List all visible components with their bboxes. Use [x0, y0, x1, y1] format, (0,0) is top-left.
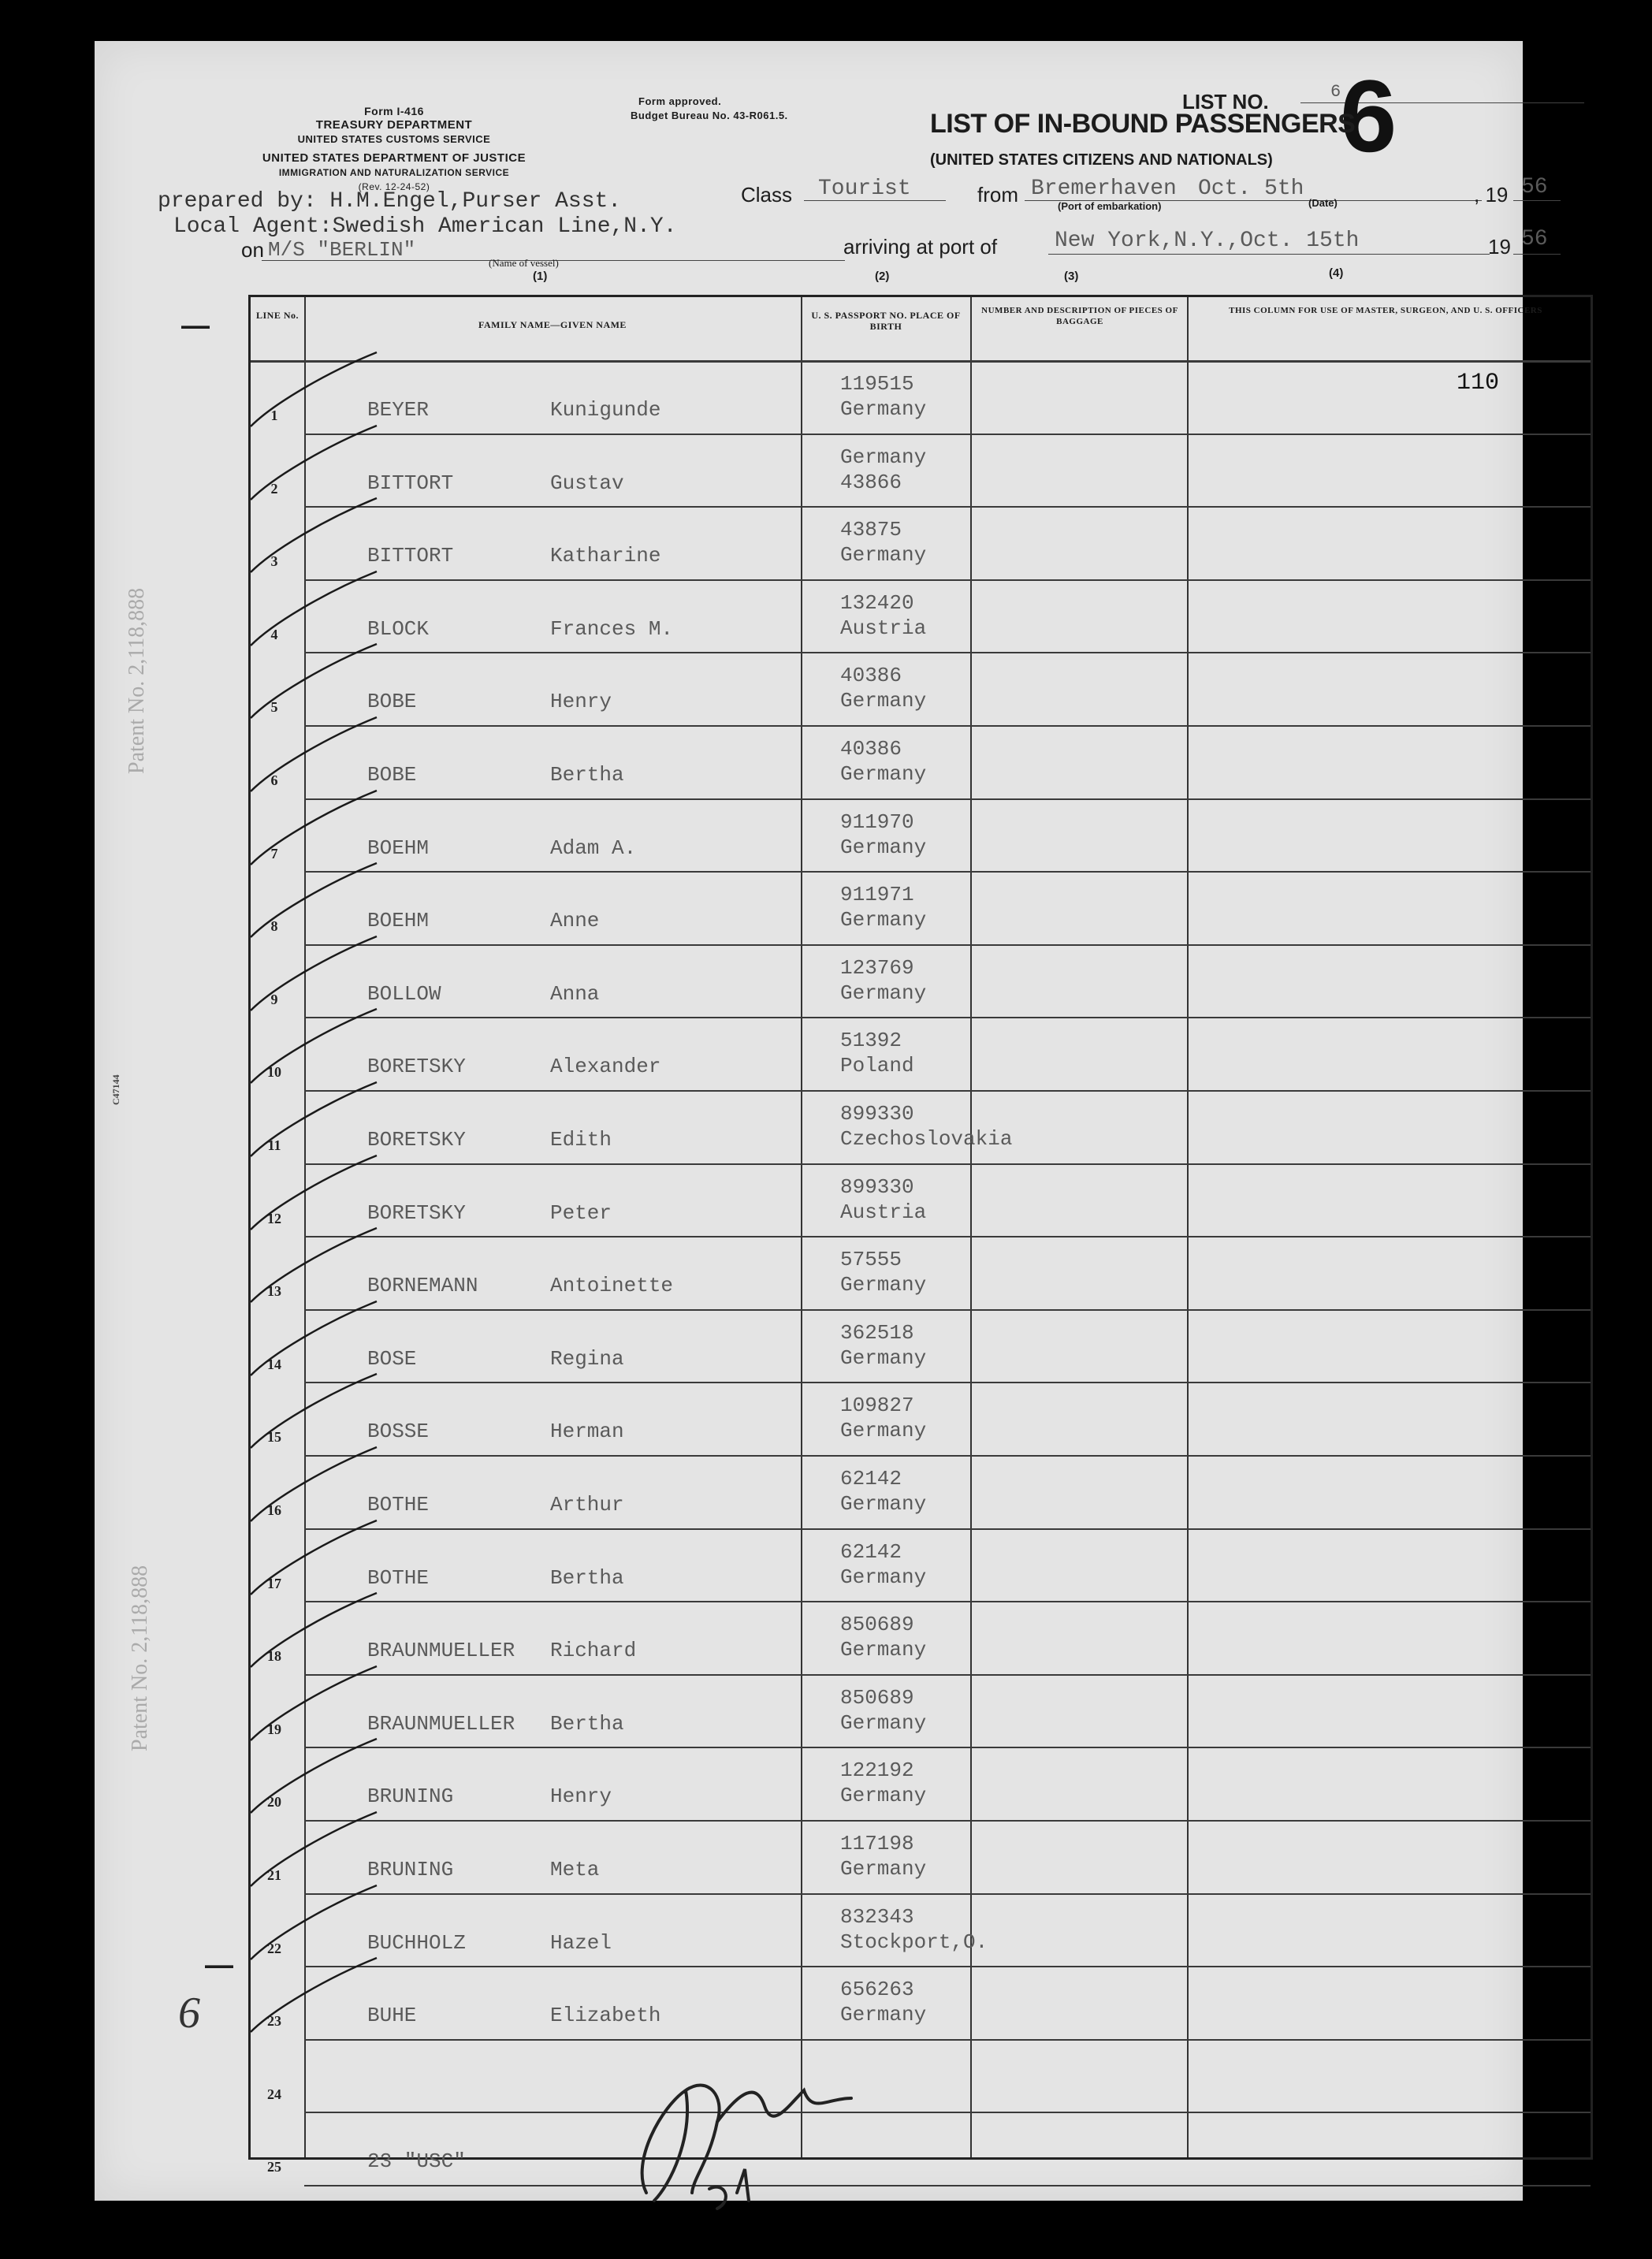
- year-arrival-prefix: 19: [1488, 235, 1511, 259]
- table-row: [251, 581, 1591, 653]
- passport-birthplace: 899330 Czechoslovakia: [840, 1102, 1013, 1151]
- table-row: [251, 1457, 1591, 1529]
- line-number: 24: [267, 2086, 281, 2102]
- family-name: BRUNING: [367, 1858, 454, 1881]
- passport-birthplace: Germany 43866: [840, 445, 927, 494]
- margin-handwritten-six: 6: [178, 1989, 200, 2038]
- family-name: BOEHM: [367, 909, 430, 933]
- list-no-big: 6: [1340, 58, 1397, 173]
- passport-birthplace: 122192 Germany: [840, 1758, 927, 1808]
- header-officers: THIS COLUMN FOR USE OF MASTER, SURGEON, AND U. S. OFFICERS: [1229, 306, 1542, 315]
- justice-dept: UNITED STATES DEPARTMENT OF JUSTICE: [262, 151, 526, 165]
- passport-birthplace: 62142 Germany: [840, 1467, 927, 1516]
- col-number-1: (1): [533, 270, 548, 283]
- given-name: Regina: [550, 1346, 624, 1371]
- margin-dash-bottom: —: [205, 1948, 233, 1981]
- family-name: BOSSE: [367, 1420, 430, 1444]
- patent-stamp-bottom: Patent No. 2,118,888: [128, 1565, 152, 1751]
- approval-block: [631, 95, 867, 123]
- given-name: Richard: [550, 1639, 637, 1663]
- form-approved: Form approved.: [638, 95, 722, 107]
- given-name: Adam A.: [550, 835, 637, 860]
- check-mark-icon: [243, 1953, 385, 2040]
- table-row: [251, 508, 1591, 580]
- port-embarkation: Bremerhaven: [1031, 177, 1177, 201]
- family-name: BOBE: [367, 690, 417, 714]
- table-row: [251, 727, 1591, 799]
- margin-dash-top: —: [181, 309, 210, 341]
- table-row: [251, 1676, 1591, 1748]
- line-number: 16: [267, 1502, 281, 1518]
- table-row: [251, 1967, 1591, 2040]
- header-name: FAMILY NAME—GIVEN NAME: [478, 319, 627, 330]
- line-number: 23: [267, 2013, 281, 2030]
- row-divider: [304, 2185, 1591, 2186]
- given-name: Bertha: [550, 1565, 624, 1590]
- passport-birthplace: 57555 Germany: [840, 1248, 927, 1297]
- line-number: 3: [270, 553, 278, 570]
- line-number: 6: [270, 772, 278, 788]
- officer-note: 110: [1457, 370, 1500, 396]
- line-number: 10: [267, 1064, 281, 1081]
- prepared-by: prepared by: H.M.Engel,Purser Asst.: [158, 189, 622, 214]
- page-subtitle: (UNITED STATES CITIZENS AND NATIONALS): [930, 151, 1273, 169]
- embark-date: Oct. 5th: [1198, 177, 1304, 201]
- given-name: Meta: [550, 1858, 600, 1881]
- passport-birthplace: 656263 Germany: [840, 1978, 927, 2027]
- family-name: BOEHM: [367, 835, 430, 860]
- line-number: 19: [267, 1721, 281, 1737]
- table-row: [251, 2113, 1591, 2186]
- table-row: [251, 1748, 1591, 1821]
- given-name: Elizabeth: [550, 2004, 661, 2028]
- given-name: Kunigunde: [550, 398, 661, 422]
- family-name: BOBE: [367, 763, 417, 787]
- passport-birthplace: 832343 Stockport,O.: [840, 1904, 988, 1954]
- family-name: BOLLOW: [367, 981, 441, 1006]
- passport-birthplace: 123769 Germany: [840, 955, 927, 1005]
- table-row: [251, 362, 1591, 434]
- margin-code: C47144: [110, 1074, 121, 1105]
- passport-birthplace: 40386 Germany: [840, 664, 927, 713]
- passport-birthplace: 911970 Germany: [840, 809, 927, 859]
- family-name: BORETSKY: [367, 1128, 466, 1152]
- family-name: BOTHE: [367, 1493, 430, 1517]
- given-name: Henry: [550, 690, 612, 714]
- table-row: [251, 1237, 1591, 1310]
- line-number: 17: [267, 1575, 281, 1591]
- page-title: LIST OF IN-BOUND PASSENGERS: [930, 109, 1356, 139]
- table-row: [251, 1165, 1591, 1237]
- vessel-caption: (Name of vessel): [489, 257, 559, 269]
- col-number-4: (4): [1329, 266, 1344, 280]
- table-row: [251, 653, 1591, 726]
- line-number: 20: [267, 1794, 281, 1811]
- year-prefix: , 19: [1474, 183, 1509, 207]
- passport-birthplace: 362518 Germany: [840, 1320, 927, 1370]
- revision-date: (Rev. 12-24-52): [358, 181, 430, 192]
- table-row: [251, 1530, 1591, 1602]
- given-name: Alexander: [550, 1055, 661, 1079]
- family-name: BEYER: [367, 398, 430, 422]
- header-line-no: LINE No.: [255, 310, 299, 321]
- passport-birthplace: 43875 Germany: [840, 518, 927, 568]
- line-number: 21: [267, 1867, 281, 1883]
- patent-stamp-top: Patent No. 2,118,888: [125, 587, 149, 774]
- passport-birthplace: 899330 Austria: [840, 1174, 927, 1224]
- table-row: [251, 2041, 1591, 2113]
- family-name: BRUNING: [367, 1784, 454, 1809]
- family-name: BORETSKY: [367, 1055, 466, 1079]
- list-no-label: LIST NO.: [1182, 90, 1269, 114]
- table-row: [251, 1092, 1591, 1164]
- year-arrival: 56: [1521, 227, 1548, 251]
- on-label: on: [241, 238, 264, 262]
- passport-birthplace: 62142 Germany: [840, 1539, 927, 1589]
- family-name: 23 "USC": [367, 2149, 466, 2174]
- manifest-page: [95, 41, 1548, 2201]
- given-name: Arthur: [550, 1493, 624, 1517]
- line-number: 2: [270, 480, 278, 497]
- given-name: Anna: [550, 981, 600, 1006]
- table-row: [251, 1311, 1591, 1383]
- list-no-small: 6: [1330, 82, 1341, 102]
- line-number: 13: [267, 1283, 281, 1300]
- signature-icon: [599, 2043, 899, 2216]
- given-name: Bertha: [550, 763, 624, 787]
- justice-block: [236, 151, 552, 194]
- given-name: Anne: [550, 909, 600, 933]
- table-row: [251, 435, 1591, 508]
- port-caption: (Port of embarkation): [1058, 200, 1162, 212]
- family-name: BORETSKY: [367, 1200, 466, 1225]
- table-row: [251, 1018, 1591, 1091]
- form-number: Form I-416: [364, 105, 424, 117]
- table-row: [251, 1895, 1591, 1967]
- family-name: BUHE: [367, 2004, 417, 2028]
- given-name: Antoinette: [550, 1274, 674, 1298]
- table-row: [251, 1602, 1591, 1675]
- line-number: 9: [270, 991, 278, 1007]
- from-label: from: [977, 183, 1018, 207]
- arriving-label: arriving at port of: [843, 235, 998, 259]
- col-number-2: (2): [875, 270, 890, 283]
- line-number: 22: [267, 1940, 281, 1956]
- passport-birthplace: 911971 Germany: [840, 883, 927, 932]
- given-name: Katharine: [550, 544, 661, 568]
- passport-birthplace: 117198 Germany: [840, 1832, 927, 1881]
- passport-birthplace: 119515 Germany: [840, 372, 927, 421]
- family-name: BLOCK: [367, 616, 430, 641]
- line-number: 8: [270, 918, 278, 935]
- line-number: 12: [267, 1210, 281, 1226]
- line-number: 7: [270, 845, 278, 862]
- given-name: Peter: [550, 1200, 612, 1225]
- line-number: 15: [267, 1429, 281, 1446]
- immigration-service: IMMIGRATION AND NATURALIZATION SERVICE: [278, 167, 510, 178]
- table-row: [251, 800, 1591, 873]
- class-value: Tourist: [818, 177, 911, 201]
- given-name: Frances M.: [550, 616, 674, 641]
- table-row: [251, 1822, 1591, 1894]
- family-name: BRAUNMUELLER: [367, 1711, 515, 1736]
- given-name: Gustav: [550, 471, 624, 495]
- line-number: 18: [267, 1648, 281, 1665]
- vessel-name: M/S "BERLIN": [268, 238, 416, 262]
- header-baggage: NUMBER AND DESCRIPTION OF PIECES OF BAGGAGE: [981, 306, 1178, 326]
- given-name: Hazel: [550, 1930, 612, 1955]
- family-name: BITTORT: [367, 544, 454, 568]
- table-row: [251, 946, 1591, 1018]
- line-number: 14: [267, 1356, 281, 1372]
- header-passport: U. S. PASSPORT NO. PLACE OF BIRTH: [811, 310, 961, 332]
- given-name: Bertha: [550, 1711, 624, 1736]
- line-number: 5: [270, 699, 278, 716]
- line-number: 1: [270, 408, 278, 423]
- local-agent: Local Agent:Swedish American Line,N.Y.: [173, 214, 677, 239]
- customs-service: UNITED STATES CUSTOMS SERVICE: [297, 133, 491, 145]
- passport-birthplace: 40386 Germany: [840, 737, 927, 786]
- passport-birthplace: 850689 Germany: [840, 1613, 927, 1662]
- line-number: 25: [267, 2159, 281, 2175]
- family-name: BOTHE: [367, 1565, 430, 1590]
- family-name: BRAUNMUELLER: [367, 1639, 515, 1663]
- given-name: Herman: [550, 1420, 624, 1444]
- passport-birthplace: 132420 Austria: [840, 590, 927, 640]
- passport-birthplace: 850689 Germany: [840, 1685, 927, 1735]
- family-name: BITTORT: [367, 471, 454, 495]
- passenger-table: [248, 295, 1593, 2175]
- line-number: 11: [267, 1137, 281, 1153]
- budget-bureau: Budget Bureau No. 43-R061.5.: [631, 110, 788, 121]
- family-name: BUCHHOLZ: [367, 1930, 466, 1955]
- agency-block: [284, 104, 504, 147]
- line-number: 4: [270, 626, 278, 642]
- family-name: BORNEMANN: [367, 1274, 478, 1298]
- family-name: BOSE: [367, 1346, 417, 1371]
- col-number-3: (3): [1064, 270, 1079, 283]
- given-name: Henry: [550, 1784, 612, 1809]
- arrival-port: New York,N.Y.,Oct. 15th: [1055, 229, 1360, 253]
- treasury-dept: TREASURY DEPARTMENT: [315, 118, 473, 132]
- passport-birthplace: 109827 Germany: [840, 1394, 927, 1443]
- class-label: Class: [741, 183, 793, 207]
- year-embark: 56: [1521, 175, 1548, 199]
- table-row: [251, 873, 1591, 945]
- date-caption: (Date): [1308, 197, 1338, 209]
- given-name: Edith: [550, 1128, 612, 1152]
- passport-birthplace: 51392 Poland: [840, 1029, 914, 1078]
- table-row: [251, 1383, 1591, 1456]
